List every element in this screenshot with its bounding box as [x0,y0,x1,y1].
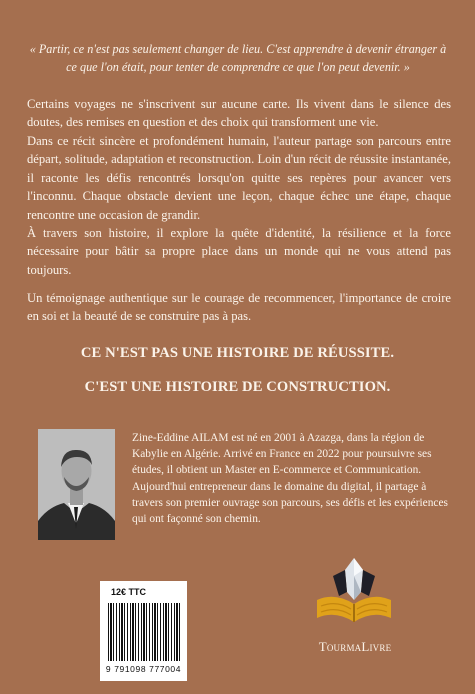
isbn-number: 9 791098 777004 [105,664,182,674]
blurb-paragraph-3: À travers son histoire, il explore la quête d'identité, la résilience et la force nécessaire pour bâtir sa propre place dans un monde qui ne vous attend pas toujours. [27,226,451,277]
isbn-barcode [108,603,180,661]
back-cover-quote: « Partir, ce n'est pas seulement changer de lieu. C'est apprendre à devenir étranger à ce que l'on était, pour tenter de comprendre ce que l'on peut devenir. » [29,42,447,74]
publisher-logo-icon [311,556,397,636]
author-bio: Zine-Eddine AILAM est né en 2001 à Azazga, dans la région de Kabylie en Algérie. Arrivé en France en 2022 pour poursuivre ses études, il obtient un Master en E-commerce et Communication. Aujourd'hui entrepreneur dans le domaine du digital, il partage à travers son premier ouvrage son parcours, ses défis et les expériences qui ont façonné son chemin. [132,432,448,526]
price-text: 12€ TTC [111,587,147,597]
blurb-paragraph-2: Dans ce récit sincère et profondément humain, l'auteur partage son parcours entre départ, solitude, adaptation et reconstruction. Loin d'un récit de réussite instantanée, il raconte les défis rencontrés lorsqu'on quitte ses repères pour avancer vers l'inconnu. Chaque obstacle devient une leçon, chaque échec une étape, chaque rencontre une occasion de grandir. [27,134,451,222]
author-photo [38,429,115,540]
blurb-paragraph-1: Certains voyages ne s'inscrivent sur aucune carte. Ils vivent dans le silence des doutes, des remises en question et des choix qui transforment une vie. [27,97,451,130]
author-portrait-illustration [38,429,115,540]
tagline-2: C'EST UNE HISTOIRE DE CONSTRUCTION. [84,379,391,395]
publisher-name: TourmaLivre [318,639,392,654]
tagline-1: CE N'EST PAS UNE HISTOIRE DE RÉUSSITE. [80,345,395,361]
barcode-label [100,581,187,681]
blurb-paragraph-4: Un témoignage authentique sur le courage de recommencer, l'importance de croire en soi et la beauté de se construire pas à pas. [27,291,451,324]
